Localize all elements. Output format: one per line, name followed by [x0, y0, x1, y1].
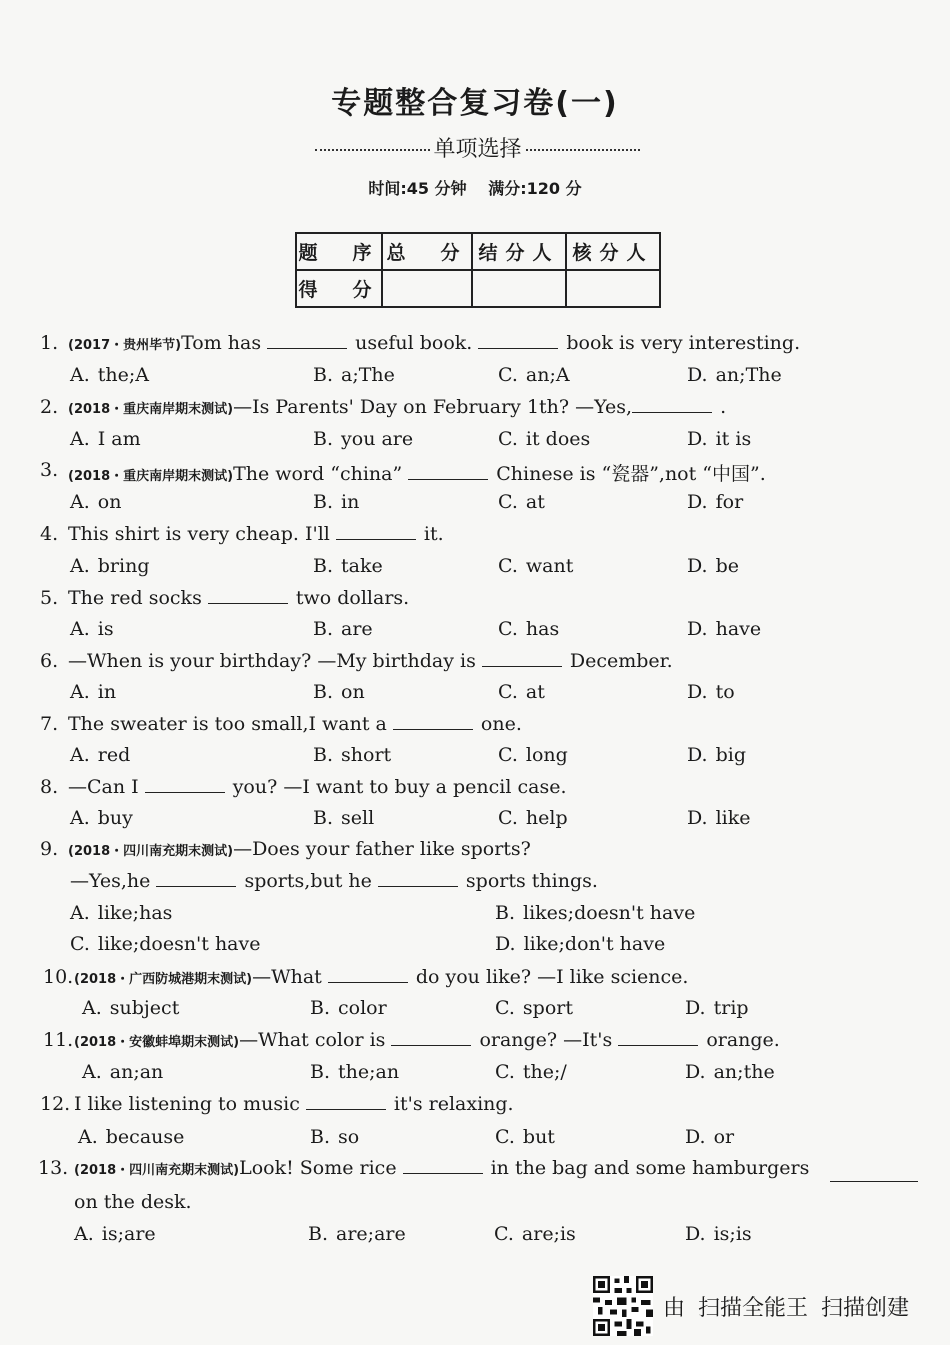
option-letter: A.: [70, 618, 90, 640]
option-letter: C.: [495, 1126, 515, 1148]
option-letter: D.: [687, 364, 708, 386]
question-number: 2.: [40, 396, 59, 418]
option-text: have: [715, 618, 762, 640]
option-letter: B.: [308, 1223, 329, 1245]
option-text: to: [715, 681, 735, 703]
option-b[interactable]: [308, 1223, 406, 1245]
stem-text: it.: [423, 523, 444, 545]
option-c[interactable]: [495, 997, 573, 1019]
score-table-cell: 结分人: [472, 233, 566, 270]
section-title: 单项选择: [433, 137, 522, 162]
option-letter: A.: [78, 1126, 98, 1148]
option-c[interactable]: [498, 491, 545, 513]
option-letter: A.: [74, 1223, 94, 1245]
question-number: 7.: [40, 713, 59, 735]
question-number: 6.: [40, 650, 59, 672]
option-text: it does: [525, 428, 591, 450]
page-title: 专题整合复习卷(一): [331, 86, 619, 121]
option-text: an;A: [525, 364, 570, 386]
option-text: so: [338, 1126, 360, 1148]
option-letter: B.: [313, 491, 334, 513]
option-b[interactable]: [310, 1126, 359, 1148]
option-a[interactable]: [82, 1061, 163, 1083]
option-b[interactable]: [313, 364, 395, 386]
question-number: 9.: [40, 838, 59, 860]
stem-text: December.: [569, 650, 673, 672]
stem-text: useful book.: [355, 332, 479, 354]
question-number: 4.: [40, 523, 59, 545]
option-text: is: [97, 618, 114, 640]
option-text: subject: [109, 997, 180, 1019]
answer-blank[interactable]: [306, 1093, 386, 1110]
option-letter: A.: [70, 364, 90, 386]
option-text: it is: [715, 428, 752, 450]
option-c[interactable]: [498, 618, 559, 640]
option-letter: B.: [313, 618, 334, 640]
option-letter: D.: [685, 1126, 706, 1148]
option-letter: C.: [498, 807, 518, 829]
option-a[interactable]: [70, 744, 130, 766]
option-c[interactable]: [498, 555, 573, 577]
option-c[interactable]: [498, 364, 570, 386]
stem-text: sports,but he: [244, 870, 378, 892]
option-a[interactable]: [70, 902, 172, 924]
option-text: buy: [97, 807, 133, 829]
option-d[interactable]: [685, 1126, 734, 1148]
score-table-cell: 总 分: [382, 233, 472, 270]
option-d[interactable]: [495, 933, 665, 955]
option-text: like: [715, 807, 751, 829]
option-d[interactable]: [687, 744, 746, 766]
stem-text: —What color is: [239, 1029, 392, 1051]
score-table: [295, 232, 661, 308]
option-letter: C.: [494, 1223, 514, 1245]
stem-text: .: [720, 396, 727, 418]
question-source: (2018・广西防城港期末测试): [74, 972, 253, 987]
option-letter: B.: [313, 428, 334, 450]
option-letter: D.: [687, 681, 708, 703]
option-text: bring: [97, 555, 150, 577]
question-stem: [74, 1093, 514, 1115]
stem-text: orange? —It's: [479, 1029, 619, 1051]
qr-code-icon: [593, 1276, 653, 1336]
option-a[interactable]: [70, 555, 150, 577]
option-text: an;The: [715, 364, 782, 386]
question-stem: [68, 459, 766, 486]
option-c[interactable]: [495, 1061, 567, 1083]
option-d[interactable]: [685, 1223, 752, 1245]
option-b[interactable]: [313, 491, 359, 513]
answer-blank[interactable]: [208, 587, 288, 604]
stem-text: —When is your birthday? —My birthday is: [68, 650, 482, 672]
footer-suffix: 扫描创建: [821, 1296, 910, 1321]
option-text: take: [341, 555, 383, 577]
option-letter: B.: [495, 902, 516, 924]
question-stem: [68, 776, 567, 798]
option-text: a;The: [341, 364, 395, 386]
option-b[interactable]: [313, 428, 413, 450]
option-text: the;/: [522, 1061, 567, 1083]
option-letter: B.: [310, 1061, 331, 1083]
answer-blank[interactable]: [478, 332, 558, 349]
option-d[interactable]: [687, 555, 739, 577]
option-letter: B.: [310, 1126, 331, 1148]
option-text: like;doesn't have: [97, 933, 261, 955]
option-letter: C.: [498, 428, 518, 450]
score-table-cell: 得 分: [296, 270, 382, 307]
answer-blank[interactable]: [378, 870, 458, 887]
stem-text: on the desk.: [74, 1191, 192, 1213]
option-d[interactable]: [687, 807, 751, 829]
option-b[interactable]: [310, 1061, 399, 1083]
option-text: on: [341, 681, 365, 703]
option-letter: B.: [313, 364, 334, 386]
option-letter: C.: [498, 555, 518, 577]
option-letter: D.: [687, 618, 708, 640]
option-letter: A.: [70, 428, 90, 450]
score-table-header-row: [296, 233, 660, 270]
answer-blank[interactable]: [618, 1029, 698, 1046]
option-text: help: [525, 807, 568, 829]
stem-text: —Does your father like sports?: [233, 838, 531, 860]
question-number: 10.: [43, 966, 74, 988]
option-letter: C.: [498, 681, 518, 703]
stem-text: Look! Some rice: [239, 1157, 403, 1179]
option-letter: A.: [70, 902, 90, 924]
option-d[interactable]: [687, 491, 743, 513]
option-letter: B.: [313, 807, 334, 829]
option-text: on: [97, 491, 122, 513]
option-letter: D.: [687, 807, 708, 829]
stem-text: —Is Parents' Day on February 1th? —Yes,: [233, 396, 633, 418]
stem-text: two dollars.: [295, 587, 410, 609]
question-source: (2018・重庆南岸期末测试): [68, 402, 234, 417]
option-letter: A.: [70, 555, 90, 577]
option-text: like;has: [97, 902, 173, 924]
option-d[interactable]: [687, 364, 782, 386]
score-table-cell: 题 序: [296, 233, 382, 270]
score-table-score-row: [296, 270, 660, 307]
question-number: 1.: [40, 332, 59, 354]
option-text: I am: [97, 428, 141, 450]
option-text: in: [97, 681, 117, 703]
option-text: you are: [341, 428, 414, 450]
answer-blank[interactable]: [328, 966, 408, 983]
option-letter: D.: [685, 1061, 706, 1083]
option-a[interactable]: [70, 807, 133, 829]
question-stem: [68, 650, 673, 672]
scanner-watermark: [663, 1291, 915, 1322]
option-b[interactable]: [495, 902, 695, 924]
option-text: but: [522, 1126, 555, 1148]
stem-text: The word “china”: [233, 463, 409, 485]
question-source: (2018・四川南充期末测试): [68, 844, 234, 859]
dotted-rule-left: [315, 149, 430, 151]
option-c[interactable]: [498, 744, 568, 766]
question-stem: [68, 332, 800, 354]
stem-text: Chinese is “瓷器”,not “中国”.: [496, 463, 766, 485]
stem-text: sports things.: [465, 870, 598, 892]
option-b[interactable]: [313, 744, 391, 766]
answer-blank[interactable]: [393, 713, 473, 730]
option-a[interactable]: [70, 364, 149, 386]
option-a[interactable]: [82, 997, 179, 1019]
question-stem: [68, 838, 531, 860]
option-letter: A.: [70, 491, 90, 513]
option-text: because: [105, 1126, 185, 1148]
option-text: in: [341, 491, 360, 513]
stem-text: do you like? —I like science.: [415, 966, 689, 988]
option-c[interactable]: [70, 933, 261, 955]
question-source: (2018・四川南充期末测试): [74, 1163, 240, 1178]
option-text: are: [341, 618, 373, 640]
option-text: are;are: [336, 1223, 406, 1245]
option-letter: C.: [498, 744, 518, 766]
option-letter: C.: [498, 618, 518, 640]
question-source: (2017・贵州毕节): [68, 338, 182, 353]
stem-text: one.: [480, 713, 522, 735]
option-text: trip: [713, 997, 749, 1019]
option-text: is;is: [713, 1223, 752, 1245]
dotted-rule-right: [526, 149, 641, 151]
option-c[interactable]: [495, 1126, 555, 1148]
stem-text: book is very interesting.: [566, 332, 801, 354]
option-d[interactable]: [685, 1061, 775, 1083]
question-stem: [74, 966, 688, 988]
option-letter: C.: [495, 997, 515, 1019]
stem-text: The red socks: [68, 587, 208, 609]
option-letter: A.: [70, 807, 90, 829]
option-letter: D.: [687, 555, 708, 577]
question-number: 11.: [43, 1029, 74, 1051]
option-c[interactable]: [498, 807, 568, 829]
answer-blank[interactable]: [156, 870, 236, 887]
option-text: likes;doesn't have: [523, 902, 696, 924]
option-letter: A.: [82, 997, 102, 1019]
option-text: or: [713, 1126, 735, 1148]
option-a[interactable]: [70, 618, 114, 640]
time-limit: 时间:45 分钟: [368, 179, 467, 198]
option-d[interactable]: [687, 618, 761, 640]
option-a[interactable]: [70, 491, 121, 513]
option-text: for: [715, 491, 744, 513]
option-a[interactable]: [70, 681, 116, 703]
stem-text: it's relaxing.: [393, 1093, 514, 1115]
option-b[interactable]: [313, 618, 373, 640]
question-stem: [74, 1029, 780, 1051]
question-stem: [68, 523, 444, 545]
option-text: the;A: [97, 364, 150, 386]
scanner-app-name: 扫描全能王: [698, 1296, 809, 1321]
stem-text: orange.: [706, 1029, 780, 1051]
option-text: the;an: [338, 1061, 400, 1083]
stem-text: I like listening to music: [74, 1093, 306, 1115]
option-letter: B.: [313, 681, 334, 703]
option-letter: A.: [82, 1061, 102, 1083]
option-letter: D.: [685, 997, 706, 1019]
score-input-cell[interactable]: [472, 270, 566, 307]
option-text: big: [715, 744, 747, 766]
stem-text: —Can I: [68, 776, 145, 798]
question-stem-continued: [74, 1191, 192, 1213]
answer-blank[interactable]: [830, 1165, 918, 1182]
option-letter: D.: [685, 1223, 706, 1245]
option-letter: A.: [70, 744, 90, 766]
option-b[interactable]: [313, 555, 383, 577]
stem-text: Tom has: [181, 332, 268, 354]
option-d[interactable]: [687, 681, 735, 703]
option-text: has: [525, 618, 560, 640]
answer-blank[interactable]: [336, 523, 416, 540]
option-text: color: [338, 997, 387, 1019]
option-a[interactable]: [74, 1223, 156, 1245]
full-score: 满分:120 分: [488, 179, 582, 198]
option-text: at: [525, 491, 545, 513]
answer-blank[interactable]: [408, 463, 488, 480]
option-d[interactable]: [685, 997, 749, 1019]
option-letter: A.: [70, 681, 90, 703]
question-source: (2018・安徽蚌埠期末测试): [74, 1035, 240, 1050]
option-text: is;are: [101, 1223, 156, 1245]
question-number: 8.: [40, 776, 59, 798]
question-number: 13.: [38, 1157, 69, 1179]
stem-text: The sweater is too small,I want a: [68, 713, 393, 735]
option-letter: D.: [687, 744, 708, 766]
score-input-cell[interactable]: [566, 270, 660, 307]
option-letter: B.: [313, 744, 334, 766]
option-letter: B.: [313, 555, 334, 577]
stem-text: —Yes,he: [70, 870, 157, 892]
exam-info: [0, 176, 950, 199]
option-c[interactable]: [498, 428, 590, 450]
answer-blank[interactable]: [632, 396, 712, 413]
option-text: sport: [522, 997, 573, 1019]
question-stem: [68, 587, 409, 609]
option-b[interactable]: [313, 807, 374, 829]
question-source: (2018・重庆南岸期末测试): [68, 469, 234, 484]
stem-text: you? —I want to buy a pencil case.: [232, 776, 567, 798]
option-text: are;is: [521, 1223, 576, 1245]
answer-blank[interactable]: [391, 1029, 471, 1046]
option-letter: D.: [495, 933, 516, 955]
stem-text: —What: [252, 966, 328, 988]
question-stem: [68, 396, 726, 418]
option-text: an;the: [713, 1061, 775, 1083]
option-c[interactable]: [498, 681, 545, 703]
footer-prefix: 由: [663, 1296, 686, 1321]
option-text: an;an: [109, 1061, 164, 1083]
option-c[interactable]: [494, 1223, 576, 1245]
question-number: 5.: [40, 587, 59, 609]
option-d[interactable]: [687, 428, 751, 450]
option-letter: D.: [687, 491, 708, 513]
option-text: red: [97, 744, 131, 766]
option-letter: C.: [498, 364, 518, 386]
question-stem: [68, 713, 522, 735]
option-a[interactable]: [70, 428, 141, 450]
option-text: sell: [341, 807, 375, 829]
answer-blank[interactable]: [145, 776, 225, 793]
answer-blank[interactable]: [403, 1157, 483, 1174]
question-number: 12.: [40, 1093, 71, 1115]
answer-blank[interactable]: [482, 650, 562, 667]
option-text: at: [525, 681, 545, 703]
option-letter: C.: [70, 933, 90, 955]
score-input-cell[interactable]: [382, 270, 472, 307]
section-heading: [315, 132, 640, 163]
question-stem-continued: [70, 870, 598, 892]
stem-text: in the bag and some hamburgers: [490, 1157, 810, 1179]
option-letter: B.: [310, 997, 331, 1019]
option-text: like;don't have: [523, 933, 666, 955]
stem-text: This shirt is very cheap. I'll: [68, 523, 336, 545]
option-a[interactable]: [78, 1126, 184, 1148]
option-text: be: [715, 555, 740, 577]
score-table-cell: 核分人: [566, 233, 660, 270]
option-text: short: [341, 744, 392, 766]
option-letter: C.: [498, 491, 518, 513]
option-letter: D.: [687, 428, 708, 450]
answer-blank[interactable]: [267, 332, 347, 349]
option-text: want: [525, 555, 574, 577]
question-number: 3.: [40, 459, 59, 481]
option-b[interactable]: [313, 681, 365, 703]
option-text: long: [525, 744, 568, 766]
question-stem: [74, 1157, 809, 1179]
option-b[interactable]: [310, 997, 387, 1019]
option-letter: C.: [495, 1061, 515, 1083]
